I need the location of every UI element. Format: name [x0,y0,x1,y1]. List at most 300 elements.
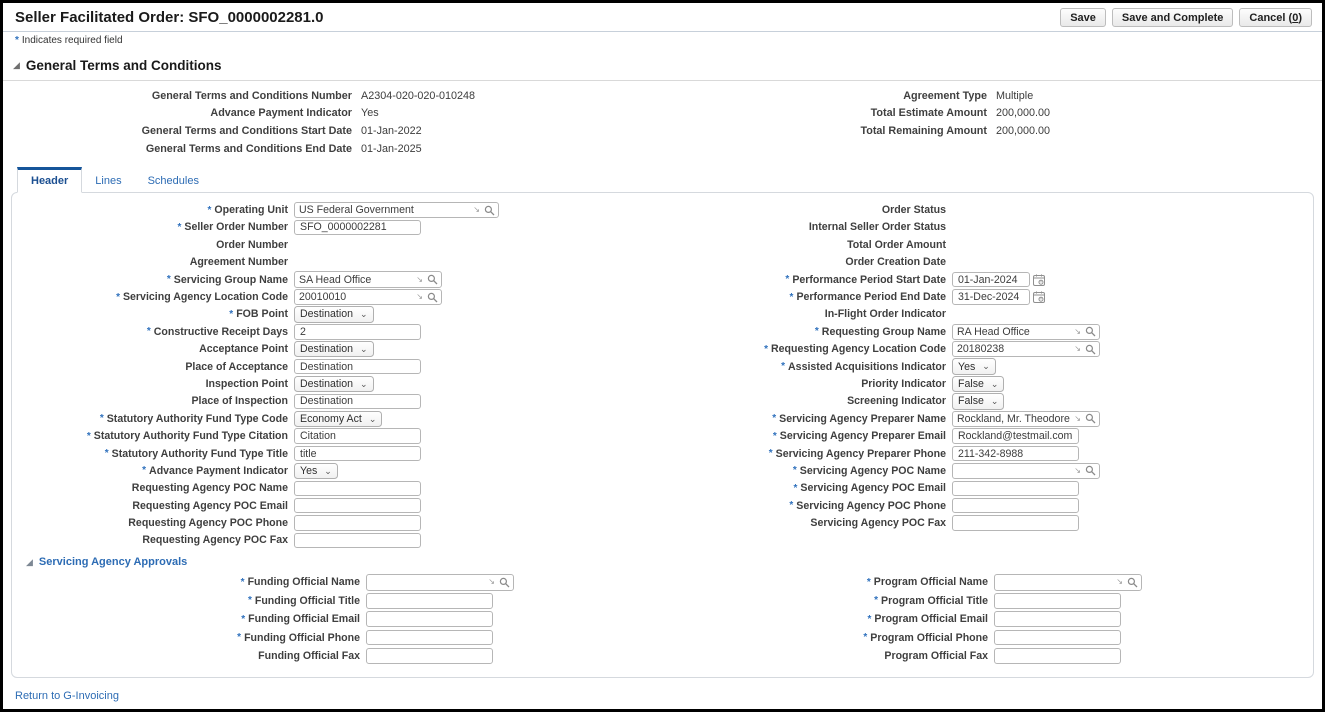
field-label-text: Requesting Agency POC Email [132,499,288,512]
header-tab-panel [11,192,1314,678]
field-label-text: Servicing Agency Location Code [122,291,288,304]
field-label-program-official-fax [664,650,994,662]
field-label-text: Statutory Authority Fund Type Citation [93,430,288,443]
servicing-agency-approvals-section-header[interactable] [26,556,1313,568]
priority-indicator-select[interactable] [952,376,1004,393]
field-control-statutory-authority-fund-type-code [294,411,382,428]
summary-value-general-terms-and-conditions-start-date: 01-Jan-2022 [361,124,422,137]
required-asterisk: * [789,291,794,303]
field-control-servicing-agency-poc-email [952,481,1079,497]
screening-indicator-select[interactable] [952,393,1004,410]
field-label-text: Screening Indicator [847,395,946,408]
field-control-program-official-fax [994,648,1121,664]
field-control-place-of-acceptance [294,359,421,375]
requesting-group-name-input[interactable] [953,326,1074,338]
requesting-agency-poc-name-input[interactable] [294,481,421,497]
program-official-title-input[interactable] [994,593,1121,609]
field-label-text: Servicing Agency POC Email [800,482,946,495]
required-asterisk: * [793,482,798,494]
summary-label-advance-payment-indicator: Advance Payment Indicator [210,107,352,120]
field-label-servicing-agency-location-code [18,291,294,303]
field-row-statutory-authority-fund-type-code [18,410,664,427]
required-asterisk: * [166,274,171,286]
funding-official-phone-input[interactable] [366,630,493,646]
summary-label-general-terms-and-conditions-end-date: General Terms and Conditions End Date [145,142,352,155]
field-label-order-creation-date [664,256,952,268]
selected-option: Destination [300,308,353,321]
required-asterisk: * [764,343,768,355]
search-icon[interactable] [1127,577,1138,588]
summary-label-general-terms-and-conditions-start-date: General Terms and Conditions Start Date [141,124,352,137]
field-label-servicing-agency-poc-fax [664,517,952,529]
lov-arrow-icon: ↘ [1074,465,1081,475]
program-official-phone-input[interactable] [994,630,1121,646]
field-label-requesting-group-name [664,326,952,338]
field-row-funding-official-title [18,592,664,610]
statutory-authority-fund-type-title-input[interactable] [294,446,421,462]
field-control-program-official-name [994,574,1142,591]
performance-period-start-date-input[interactable] [952,272,1030,288]
required-asterisk: * [772,413,777,425]
selected-option: Destination [300,343,353,356]
field-label-text: Servicing Agency POC Phone [796,499,946,512]
field-control-performance-period-start-date [952,272,1045,288]
field-control-servicing-agency-location-code [294,289,442,306]
servicing-agency-location-code-input[interactable] [295,291,416,303]
field-control-constructive-receipt-days [294,324,421,340]
field-row-acceptance-point [18,341,664,358]
page-footer [3,678,1322,704]
field-row-operating-unit [18,201,664,218]
field-label-total-order-amount [664,239,952,251]
field-row-servicing-agency-poc-name [664,462,1313,479]
required-asterisk: * [863,632,868,644]
lov-arrow-icon: ↘ [416,274,423,284]
field-label-text: Total Order Amount [847,238,946,251]
required-asterisk: * [789,500,794,512]
general-terms-section-title: General Terms and Conditions [25,58,222,73]
field-label-text: Seller Order Number [184,221,288,234]
required-field-note [3,32,1322,50]
field-row-program-official-phone [664,628,1313,646]
field-label-agreement-number [18,256,294,268]
requesting-agency-poc-email-input[interactable] [294,498,421,514]
field-label-text: Order Number [216,238,288,251]
field-row-in-flight-order-indicator [664,306,1313,323]
field-label-text: Servicing Group Name [173,273,288,286]
field-row-servicing-agency-location-code [18,288,664,305]
field-control-servicing-agency-poc-phone [952,498,1079,514]
field-label-funding-official-email [18,613,366,625]
required-asterisk: * [142,465,147,477]
servicing-agency-preparer-name-lov-field [952,411,1100,428]
tab-bar [3,161,1322,192]
lov-arrow-icon: ↘ [1074,413,1081,423]
requesting-group-name-lov-field [952,324,1100,341]
field-row-seller-order-number [18,219,664,236]
field-label-funding-official-title [18,595,366,607]
approvals-left-column [18,573,664,665]
field-control-seller-order-number [294,220,421,236]
required-asterisk: * [146,326,151,338]
selected-option: Yes [958,360,976,373]
field-row-statutory-authority-fund-type-citation [18,427,664,444]
lov-arrow-icon: ↘ [488,577,495,587]
field-label-text: Servicing Agency POC Fax [810,517,946,530]
field-label-text: Funding Official Name [247,576,360,589]
search-icon[interactable] [1085,413,1096,424]
summary-row-general-terms-and-conditions-end-date [3,140,658,158]
field-label-text: Order Status [881,204,946,217]
field-row-place-of-acceptance [18,358,664,375]
program-official-email-input[interactable] [994,611,1121,627]
field-control-requesting-agency-poc-fax [294,533,421,549]
field-label-text: Program Official Phone [870,631,988,644]
field-control-funding-official-fax [366,648,493,664]
field-label-text: FOB Point [236,308,288,321]
field-label-text: Place of Acceptance [185,360,288,373]
field-label-requesting-agency-poc-name [18,482,294,494]
general-terms-left-column [3,87,658,157]
field-label-text: Requesting Agency POC Fax [142,534,288,547]
field-label-text: Performance Period End Date [796,291,946,304]
field-label-text: Statutory Authority Fund Type Title [111,447,288,460]
general-terms-section-header[interactable] [3,50,1322,78]
required-asterisk: * [177,221,182,233]
field-label-seller-order-number [18,221,294,233]
field-label-text: Servicing Agency Preparer Email [779,430,946,443]
field-row-program-official-title [664,592,1313,610]
field-row-servicing-group-name [18,271,664,288]
field-label-text: Assisted Acquisitions Indicator [788,360,946,373]
field-row-servicing-agency-poc-phone [664,497,1313,514]
field-label-text: Agreement Number [189,256,288,269]
lov-arrow-icon: ↘ [1074,326,1081,336]
field-control-requesting-agency-location-code [952,341,1100,358]
field-row-advance-payment-indicator [18,462,664,479]
requesting-agency-poc-phone-input[interactable] [294,515,421,531]
dropdown-chevron-icon: ⌄ [360,309,368,320]
field-row-fob-point [18,306,664,323]
field-control-servicing-group-name [294,271,442,288]
field-label-text: Advance Payment Indicator [149,464,288,477]
field-row-funding-official-email [18,610,664,628]
field-control-priority-indicator [952,376,1004,393]
field-label-advance-payment-indicator [18,465,294,477]
field-label-text: Requesting Agency POC Name [131,482,288,495]
field-label-text: Funding Official Title [254,594,360,607]
search-icon[interactable] [499,577,510,588]
summary-row-general-terms-and-conditions-number [3,87,658,105]
field-label-performance-period-end-date [664,291,952,303]
field-row-requesting-agency-poc-name [18,480,664,497]
dropdown-chevron-icon: ⌄ [368,413,377,424]
funding-official-name-input[interactable] [367,576,488,588]
cancel-button[interactable] [1239,8,1312,27]
field-label-place-of-acceptance [18,361,294,373]
seller-order-number-input[interactable] [294,220,421,236]
field-label-requesting-agency-poc-fax [18,534,294,546]
field-label-text: Servicing Agency Preparer Name [779,412,946,425]
search-icon[interactable] [1085,326,1096,337]
field-row-funding-official-fax [18,647,664,665]
form-left-column [18,201,664,549]
field-row-program-official-email [664,610,1313,628]
servicing-agency-poc-name-lov-field [952,463,1100,480]
field-row-servicing-agency-preparer-email [664,427,1313,444]
funding-official-fax-input[interactable] [366,648,493,664]
required-asterisk: * [866,576,871,588]
field-control-requesting-agency-poc-phone [294,515,421,531]
save-and-complete-button[interactable]: Save and Complete [1112,8,1233,27]
field-label-servicing-agency-preparer-email [664,430,952,442]
place-of-acceptance-input[interactable] [294,359,421,375]
servicing-agency-poc-phone-input[interactable] [952,498,1079,514]
field-row-order-number [18,236,664,253]
field-row-funding-official-phone [18,628,664,646]
program-official-name-input[interactable] [995,576,1116,588]
field-control-funding-official-title [366,593,493,609]
statutory-authority-fund-type-citation-input[interactable] [294,428,421,444]
field-control-funding-official-phone [366,630,493,646]
fob-point-select[interactable] [294,306,374,323]
return-to-g-invoicing-link[interactable]: Return to G-Invoicing [15,690,119,703]
field-label-assisted-acquisitions-indicator [664,361,952,373]
form-right-column [664,201,1313,549]
field-row-servicing-agency-poc-fax [664,514,1313,531]
approvals-form [18,573,1313,665]
dropdown-chevron-icon: ⌄ [990,396,999,407]
summary-row-advance-payment-indicator [3,105,658,123]
servicing-agency-poc-email-input[interactable] [952,481,1079,497]
summary-label-total-remaining-amount: Total Remaining Amount [860,124,987,137]
requesting-agency-poc-fax-input[interactable] [294,533,421,549]
selected-option: Economy Act [300,412,362,425]
calendar-icon[interactable] [1033,274,1045,286]
field-label-statutory-authority-fund-type-code [18,413,294,425]
field-control-servicing-agency-poc-fax [952,515,1079,531]
field-row-assisted-acquisitions-indicator [664,358,1313,375]
tab-lines[interactable]: Lines [95,175,122,188]
field-row-place-of-inspection [18,393,664,410]
program-official-fax-input[interactable] [994,648,1121,664]
search-icon[interactable] [427,292,438,303]
field-label-operating-unit [18,204,294,216]
field-row-order-creation-date [664,254,1313,271]
lov-arrow-icon: ↘ [1116,577,1123,587]
field-label-servicing-agency-preparer-name [664,413,952,425]
search-icon[interactable] [1085,344,1096,355]
servicing-agency-preparer-phone-input[interactable] [952,446,1079,462]
section-divider [3,80,1322,81]
summary-label-total-estimate-amount: Total Estimate Amount [870,107,987,120]
field-row-order-status [664,201,1313,218]
field-label-text: Funding Official Fax [258,649,360,662]
field-control-servicing-agency-preparer-name [952,411,1100,428]
required-asterisk: * [772,430,777,442]
field-label-place-of-inspection [18,395,294,407]
acceptance-point-select[interactable] [294,341,374,358]
field-label-text: Performance Period Start Date [792,273,946,286]
field-label-text: Requesting Group Name [821,325,946,338]
required-asterisk: * [86,430,91,442]
field-row-program-official-name [664,573,1313,591]
field-row-statutory-authority-fund-type-title [18,445,664,462]
requesting-agency-location-code-lov-field [952,341,1100,358]
field-label-program-official-email [664,613,994,625]
field-label-order-number [18,239,294,251]
field-row-servicing-agency-preparer-name [664,410,1313,427]
field-row-constructive-receipt-days [18,323,664,340]
field-row-funding-official-name [18,573,664,591]
lov-arrow-icon: ↘ [1074,344,1081,354]
tab-schedules[interactable]: Schedules [147,175,199,188]
statutory-authority-fund-type-code-select[interactable] [294,411,382,428]
servicing-agency-approvals-title: Servicing Agency Approvals [38,556,188,569]
cancel-label-suffix: ) [1298,11,1302,24]
field-label-internal-seller-order-status [664,221,952,233]
field-label-text: Operating Unit [214,204,288,217]
servicing-group-name-input[interactable] [295,274,416,286]
search-icon[interactable] [484,205,495,216]
field-label-text: Program Official Fax [884,649,988,662]
field-label-requesting-agency-poc-email [18,500,294,512]
page-title: Seller Facilitated Order: SFO_0000002281.0 [15,9,324,26]
dropdown-chevron-icon: ⌄ [982,361,990,372]
performance-period-end-date-input[interactable] [952,289,1030,305]
summary-value-total-estimate-amount: 200,000.00 [996,107,1051,120]
summary-value-advance-payment-indicator: Yes [361,107,379,120]
servicing-group-name-lov-field [294,271,442,288]
field-label-statutory-authority-fund-type-title [18,448,294,460]
servicing-agency-poc-fax-input[interactable] [952,515,1079,531]
required-asterisk: * [814,326,819,338]
field-label-text: Funding Official Phone [244,631,360,644]
save-button[interactable]: Save [1060,8,1106,27]
field-control-program-official-title [994,593,1121,609]
field-row-screening-indicator [664,393,1313,410]
field-control-performance-period-end-date [952,289,1045,305]
tab-header[interactable]: Header [17,167,82,193]
funding-official-title-input[interactable] [366,593,493,609]
place-of-inspection-input[interactable] [294,394,421,410]
field-row-requesting-agency-poc-phone [18,514,664,531]
summary-row-total-remaining-amount [658,122,1318,140]
required-asterisk: * [781,361,786,373]
summary-label-general-terms-and-conditions-number: General Terms and Conditions Number [151,89,352,102]
field-label-performance-period-start-date [664,274,952,286]
required-note-text: Indicates required field [21,35,123,46]
collapse-triangle-icon: ◢ [13,60,20,70]
cancel-label: Cancel ( [1249,11,1293,24]
search-icon[interactable] [1085,465,1096,476]
cancel-access-key: 0 [1292,11,1299,24]
required-asterisk: * [15,35,19,46]
selected-option: Destination [300,377,353,390]
field-row-inspection-point [18,375,664,392]
dropdown-chevron-icon: ⌄ [360,378,368,389]
order-form [18,201,1313,549]
constructive-receipt-days-input[interactable] [294,324,421,340]
field-control-servicing-agency-preparer-phone [952,446,1079,462]
required-asterisk: * [104,448,109,460]
field-row-requesting-group-name [664,323,1313,340]
required-asterisk: * [229,308,234,320]
field-control-acceptance-point [294,341,374,358]
field-label-funding-official-phone [18,632,366,644]
selected-option: False [958,377,984,390]
field-label-acceptance-point [18,343,294,355]
required-asterisk: * [785,274,790,286]
inspection-point-select[interactable] [294,376,374,393]
servicing-agency-preparer-name-input[interactable] [953,413,1074,425]
field-label-order-status [664,204,952,216]
summary-value-agreement-type: Multiple [996,89,1034,102]
required-asterisk: * [99,413,104,425]
field-row-requesting-agency-location-code [664,341,1313,358]
field-row-internal-seller-order-status [664,219,1313,236]
summary-label-agreement-type: Agreement Type [903,89,987,102]
required-asterisk: * [116,291,120,303]
field-control-servicing-agency-poc-name [952,463,1100,480]
field-control-inspection-point [294,376,374,393]
field-label-text: Servicing Agency Preparer Phone [775,447,946,460]
summary-value-total-remaining-amount: 200,000.00 [996,124,1051,137]
field-row-priority-indicator [664,375,1313,392]
assisted-acquisitions-indicator-select[interactable] [952,358,996,375]
field-label-text: Acceptance Point [199,343,288,356]
field-label-fob-point [18,308,294,320]
servicing-agency-poc-name-input[interactable] [953,465,1074,477]
field-control-operating-unit [294,202,499,219]
search-icon[interactable] [427,274,438,285]
advance-payment-indicator-select[interactable] [294,463,338,480]
field-label-text: Statutory Authority Fund Type Code [106,412,288,425]
lov-arrow-icon: ↘ [473,205,480,215]
selected-option: Yes [300,464,318,477]
field-label-servicing-agency-poc-name [664,465,952,477]
operating-unit-input[interactable] [295,204,473,216]
field-label-requesting-agency-poc-phone [18,517,294,529]
servicing-agency-preparer-email-input[interactable] [952,428,1079,444]
field-label-text: Order Creation Date [845,256,946,269]
lov-arrow-icon: ↘ [416,292,423,302]
field-row-performance-period-end-date [664,288,1313,305]
field-control-funding-official-email [366,611,493,627]
field-control-statutory-authority-fund-type-citation [294,428,421,444]
field-label-text: Program Official Title [881,594,988,607]
funding-official-email-input[interactable] [366,611,493,627]
field-label-priority-indicator [664,378,952,390]
field-label-text: Program Official Name [873,576,988,589]
field-label-text: Priority Indicator [861,377,946,390]
title-bar [3,3,1322,32]
field-control-program-official-phone [994,630,1121,646]
field-label-text: Inspection Point [205,377,288,390]
dropdown-chevron-icon: ⌄ [990,378,999,389]
calendar-icon[interactable] [1033,291,1045,303]
field-control-requesting-agency-poc-email [294,498,421,514]
field-control-requesting-agency-poc-name [294,481,421,497]
toolbar [1060,8,1312,27]
field-label-text: In-Flight Order Indicator [824,308,946,321]
requesting-agency-location-code-input[interactable] [953,343,1074,355]
field-label-servicing-agency-preparer-phone [664,448,952,460]
field-label-screening-indicator [664,395,952,407]
field-label-funding-official-name [18,576,366,588]
general-terms-summary [3,85,1322,161]
summary-value-general-terms-and-conditions-end-date: 01-Jan-2025 [361,142,422,155]
